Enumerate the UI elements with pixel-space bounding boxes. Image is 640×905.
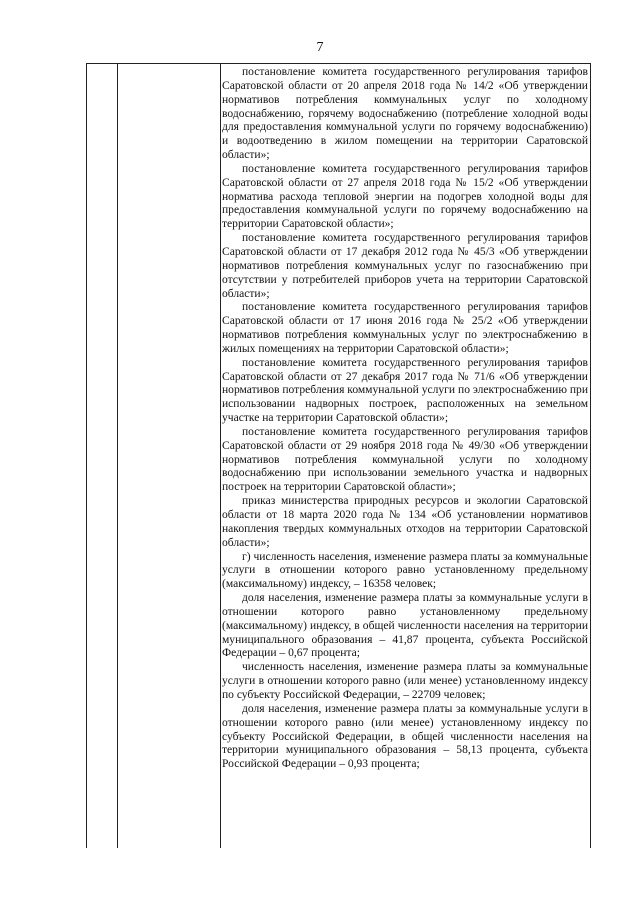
table-cell-text <box>222 66 588 772</box>
paragraph: постановление комитета государственного регулирования тарифов Саратовской области от 29 ноября 2018 года № 49/30 «Об утверждении нормативов потребления коммунальной услуги по холодному водоснабжению при использовании земельного участка и надворных построек на территории Саратовской области»; <box>222 425 588 494</box>
column-divider-2 <box>220 63 221 848</box>
paragraph: постановление комитета государственного регулирования тарифов Саратовской области от 17 июня 2016 года № 25/2 «Об утверждении нормативов потребления коммунальных услуг по электроснабжению в жилых помещениях на территории Саратовской области»; <box>222 301 588 355</box>
paragraph: доля населения, изменение размера платы за коммунальные услуги в отношении которого равно (или менее) установленному индексу по субъекту Российской Федерации, в общей численности населения на территории муниципального образования – 58,13 процента, субъекта Российской Федерации – 0,93 процента; <box>222 702 588 771</box>
column-divider-1 <box>117 63 118 848</box>
paragraph: численность населения, изменение размера платы за коммунальные услуги в отношении которого равно (или менее) установленному индексу по субъекту Российской Федерации, – 22709 человек; <box>222 661 588 701</box>
paragraph: постановление комитета государственного регулирования тарифов Саратовской области от 20 апреля 2018 года № 14/2 «Об утверждении нормативов потребления коммунальных услуг по холодному водоснабжению, горячему водоснабжению (потребление холодной воды для предоставления коммунальной услуги по горячему водоснабжению) и водоотведению в жилом помещении на территории Саратовской области»; <box>222 66 588 162</box>
page-number: 7 <box>316 40 324 55</box>
paragraph: постановление комитета государственного регулирования тарифов Саратовской области от 27 апреля 2018 года № 15/2 «Об утверждении норматива расхода тепловой энергии на подогрев холодной воды для предоставления коммунальной услуги по горячему водоснабжению на территории Саратовской области»; <box>222 162 588 231</box>
paragraph: доля населения, изменение размера платы за коммунальные услуги в отношении которого равно установленному предельному (максимальному) индексу, в общей численности населения на территории муниципального образования – 41,87 процента, субъекта Российской Федерации – 0,67 процента; <box>222 592 588 660</box>
paragraph: приказ министерства природных ресурсов и экологии Саратовской области от 18 марта 2020 года № 134 «Об установлении нормативов накопления твердых коммунальных отходов на территории Саратовской области»; <box>222 495 588 549</box>
paragraph: г) численность населения, изменение размера платы за коммунальные услуги в отношении которого равно установленному предельному (максимальному) индексу, – 16358 человек; <box>222 550 588 591</box>
paragraph: постановление комитета государственного регулирования тарифов Саратовской области от 17 декабря 2012 года № 45/3 «Об утверждении нормативов потребления коммунальных услуг по газоснабжению при отсутствии у потребителей приборов учета на территории Саратовской области»; <box>222 232 588 300</box>
paragraph: постановление комитета государственного регулирования тарифов Саратовской области от 27 декабря 2017 года № 71/6 «Об утверждении нормативов потребления коммунальной услуги по электроснабжению при использовании надворных построек, расположенных на земельном участке на территории Саратовской области»; <box>222 356 588 425</box>
